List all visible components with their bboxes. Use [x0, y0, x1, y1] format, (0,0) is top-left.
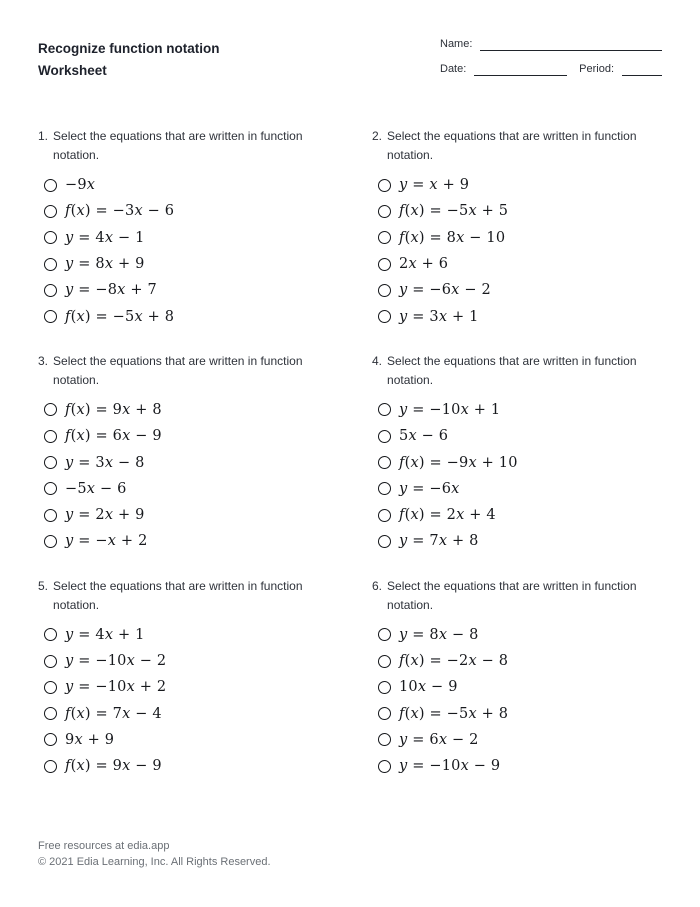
- radio-button[interactable]: [44, 403, 57, 416]
- name-field-row: [440, 38, 662, 51]
- option-row: [372, 753, 672, 779]
- question-number: 6.: [372, 578, 383, 593]
- radio-button[interactable]: [378, 456, 391, 469]
- question-text: Select the equations that are written in function notation.: [53, 353, 303, 387]
- option-row: [372, 528, 672, 554]
- equation: f(x) = 6x − 9: [65, 428, 162, 445]
- option-row: [38, 700, 338, 726]
- period-label: Period:: [579, 63, 614, 75]
- question-block: [38, 577, 338, 780]
- name-blank-line: [480, 38, 662, 51]
- equation: y = 7x + 8: [399, 533, 479, 550]
- option-row: [372, 423, 672, 449]
- equation: y = −6x: [399, 480, 460, 497]
- equation: y = −10x + 2: [65, 679, 167, 696]
- question-text: Select the equations that are written in function notation.: [387, 578, 637, 612]
- equation: y = −8x + 7: [65, 282, 157, 299]
- equation: f(x) = 9x + 8: [65, 401, 162, 418]
- radio-button[interactable]: [378, 509, 391, 522]
- equation: y = −10x − 2: [65, 653, 167, 669]
- radio-button[interactable]: [378, 310, 391, 323]
- option-row: [38, 225, 338, 251]
- equation: y = 4x + 1: [65, 626, 145, 643]
- radio-button[interactable]: [44, 231, 57, 244]
- radio-button[interactable]: [378, 535, 391, 548]
- option-row: [372, 622, 672, 648]
- option-row: [372, 449, 672, 475]
- option-row: [38, 198, 338, 224]
- radio-button[interactable]: [44, 430, 57, 443]
- equation: y = 8x + 9: [65, 256, 145, 273]
- option-row: [372, 251, 672, 277]
- option-row: [372, 225, 672, 251]
- option-row: [38, 277, 338, 303]
- option-row: [38, 674, 338, 700]
- student-fields: [440, 38, 662, 76]
- equation: y = −x + 2: [65, 533, 148, 550]
- radio-button[interactable]: [44, 535, 57, 548]
- option-row: [38, 528, 338, 554]
- option-row: [38, 502, 338, 528]
- option-row: [372, 397, 672, 423]
- option-row: [38, 727, 338, 753]
- radio-button[interactable]: [378, 430, 391, 443]
- name-label: Name:: [440, 38, 473, 50]
- equation: y = 4x − 1: [65, 229, 145, 246]
- option-row: [372, 476, 672, 502]
- equation: y = 2x + 9: [65, 507, 145, 524]
- equation: −9x: [65, 177, 96, 194]
- question-number: 2.: [372, 129, 383, 143]
- footer-copyright-line: © 2021 Edia Learning, Inc. All Rights Reserved.: [38, 855, 271, 868]
- title-block: [38, 38, 220, 82]
- question-block: [372, 577, 672, 780]
- radio-button[interactable]: [44, 284, 57, 297]
- radio-button[interactable]: [378, 655, 391, 668]
- radio-button[interactable]: [44, 509, 57, 522]
- question-number: 1.: [38, 129, 49, 143]
- question-prompt: [372, 352, 672, 390]
- option-row: [372, 172, 672, 198]
- date-period-field-row: [440, 63, 662, 76]
- option-row: [38, 172, 338, 198]
- radio-button[interactable]: [378, 403, 391, 416]
- radio-button[interactable]: [378, 231, 391, 244]
- question-block: [38, 352, 338, 555]
- equation: f(x) = −5x + 8: [65, 308, 175, 325]
- equation: y = −10x + 1: [399, 401, 501, 418]
- equation: y = x + 9: [399, 177, 470, 194]
- question-text: Select the equations that are written in function notation.: [53, 578, 303, 612]
- radio-button[interactable]: [378, 284, 391, 297]
- period-blank-line: [622, 63, 662, 76]
- equation: y = 8x − 8: [399, 626, 479, 643]
- radio-button[interactable]: [44, 205, 57, 218]
- option-row: [38, 476, 338, 502]
- equation: 5x − 6: [399, 428, 449, 445]
- question-block: [372, 127, 672, 330]
- equation: y = 3x + 1: [399, 308, 479, 325]
- option-row: [372, 502, 672, 528]
- footer: [38, 839, 271, 870]
- question-block: [38, 127, 338, 330]
- equation: y = −10x − 9: [399, 758, 501, 775]
- option-row: [38, 251, 338, 277]
- question-number: 4.: [372, 353, 383, 368]
- question-text: Select the equations that are written in function notation.: [387, 129, 637, 162]
- equation: y = 3x − 8: [65, 454, 145, 471]
- equation: f(x) = −2x − 8: [399, 653, 509, 669]
- equation: f(x) = 9x − 9: [65, 758, 162, 775]
- option-row: [372, 674, 672, 700]
- radio-button[interactable]: [378, 628, 391, 641]
- equation: 9x + 9: [65, 731, 115, 748]
- radio-button[interactable]: [378, 681, 391, 694]
- radio-button[interactable]: [44, 258, 57, 271]
- option-row: [38, 648, 338, 674]
- questions-grid: [38, 127, 672, 801]
- equation: y = 6x − 2: [399, 731, 479, 748]
- radio-button[interactable]: [378, 205, 391, 218]
- question-prompt: [372, 127, 672, 165]
- footer-resources-line: Free resources at edia.app: [38, 840, 170, 852]
- option-row: [372, 648, 672, 674]
- radio-button[interactable]: [44, 760, 57, 773]
- worksheet-subtitle: Worksheet: [38, 63, 107, 78]
- radio-button[interactable]: [378, 733, 391, 746]
- equation: y = −6x − 2: [399, 282, 491, 299]
- radio-button[interactable]: [44, 310, 57, 323]
- question-text: Select the equations that are written in function notation.: [387, 353, 637, 387]
- radio-button[interactable]: [378, 179, 391, 192]
- equation: f(x) = −5x + 5: [399, 203, 509, 220]
- radio-button[interactable]: [44, 733, 57, 746]
- equation: 10x − 9: [399, 679, 458, 696]
- radio-button[interactable]: [378, 707, 391, 720]
- date-blank-line: [474, 63, 567, 76]
- radio-button[interactable]: [378, 760, 391, 773]
- question-number: 5.: [38, 578, 49, 593]
- question-prompt: [38, 577, 338, 615]
- equation: f(x) = 2x + 4: [399, 507, 496, 524]
- equation: f(x) = −9x + 10: [399, 454, 518, 471]
- question-number: 3.: [38, 353, 49, 368]
- radio-button[interactable]: [44, 179, 57, 192]
- radio-button[interactable]: [44, 628, 57, 641]
- question-prompt: [38, 352, 338, 390]
- equation: f(x) = −5x + 8: [399, 705, 509, 722]
- question-block: [372, 352, 672, 555]
- option-row: [372, 198, 672, 224]
- header: [38, 38, 662, 82]
- question-text: Select the equations that are written in function notation.: [53, 129, 303, 162]
- option-row: [38, 423, 338, 449]
- option-row: [38, 303, 338, 329]
- equation: 2x + 6: [399, 256, 449, 273]
- equation: f(x) = −3x − 6: [65, 203, 175, 220]
- date-label: Date:: [440, 63, 467, 75]
- radio-button[interactable]: [44, 482, 57, 495]
- option-row: [38, 397, 338, 423]
- option-row: [372, 700, 672, 726]
- worksheet-title: Recognize function notation: [38, 41, 220, 56]
- equation: −5x − 6: [65, 480, 127, 497]
- radio-button[interactable]: [378, 258, 391, 271]
- question-prompt: [38, 127, 338, 165]
- option-row: [372, 303, 672, 329]
- equation: f(x) = 8x − 10: [399, 229, 506, 246]
- equation: f(x) = 7x − 4: [65, 705, 162, 722]
- option-row: [372, 727, 672, 753]
- radio-button[interactable]: [44, 707, 57, 720]
- radio-button[interactable]: [378, 482, 391, 495]
- option-row: [38, 449, 338, 475]
- radio-button[interactable]: [44, 655, 57, 668]
- question-prompt: [372, 577, 672, 615]
- radio-button[interactable]: [44, 681, 57, 694]
- radio-button[interactable]: [44, 456, 57, 469]
- option-row: [38, 753, 338, 779]
- option-row: [372, 277, 672, 303]
- option-row: [38, 622, 338, 648]
